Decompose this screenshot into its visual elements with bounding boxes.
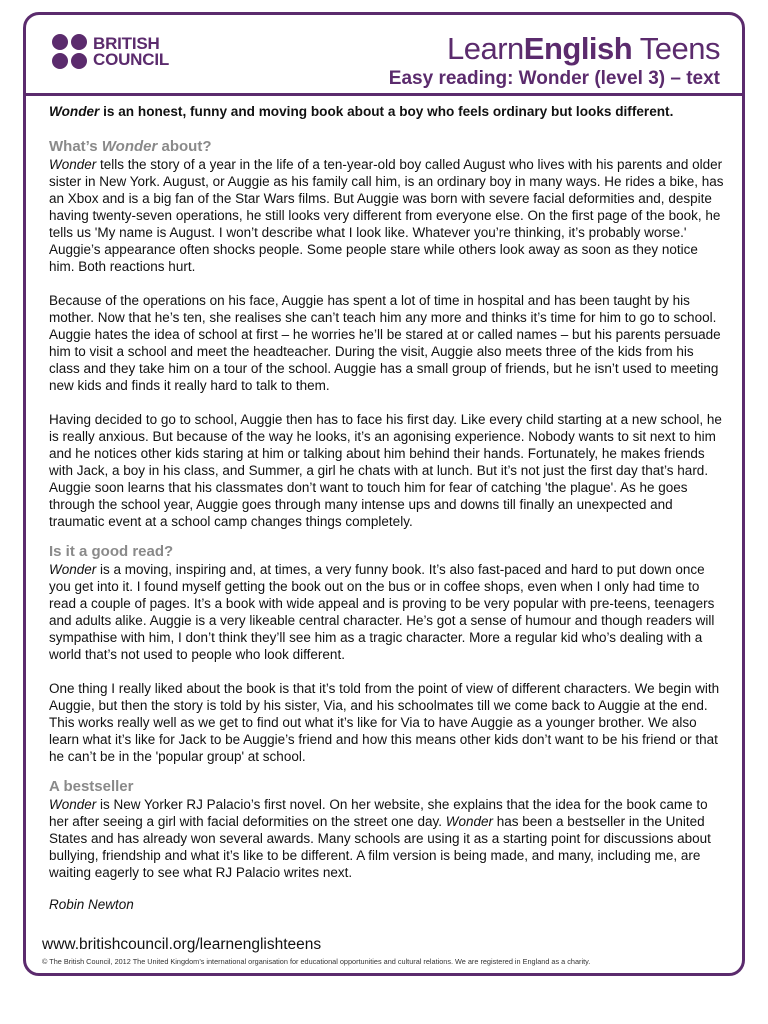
intro-sentence: Wonder is an honest, funny and moving book about a boy who feels ordinary but looks different. [49, 104, 674, 119]
page-subtitle: Easy reading: Wonder (level 3) – text [388, 68, 720, 89]
paragraph: One thing I really liked about the book is that it’s told from the point of view of different characters. We begin with Auggie, but then the story is told by his sister, Via, and his schoolmates till we come back to Auggie at the end. This works really well as we get to find out what it’s like for Via to have Auggie as a younger brother. We also learn what it’s like for Jack to be Auggie’s friend and how this means other kids don’t want to be his friend or that he can’t be in the 'popular group' at school. [49, 681, 720, 764]
header-divider [23, 93, 745, 96]
footer-url-link[interactable]: www.britishcouncil.org/learnenglishteens [42, 936, 322, 953]
author-name: Robin Newton [49, 897, 134, 912]
paragraph: Because of the operations on his face, Auggie has spent a lot of time in hospital and has been taught by his mother. Now that he’s ten, she realises she can’t teach him any more and thinks it’s time for him to go to school. Auggie hates the idea of school at first – he worries he’ll be stared at or called names – but his parents persuade him to visit a school and meet the headteacher. During the visit, Auggie also meets three of the kids from his class and they take him on a tour of the school. Auggie has a small group of friends, but he isn’t used to meeting new kids and finds it really hard to talk to them. [49, 293, 721, 393]
learnenglish-teens-brand: LearnEnglish Teens [446, 31, 720, 66]
paragraph: Wonder is New Yorker RJ Palacio’s first novel. On her website, she explains that the idea for the book came to her after seeing a girl with facial deformities on the street one day. Wonder has been a bestseller in the United States and has already won several awards. Many schools are using it as a starting point for discussions about bullying, friendship and what it’s like to be different. A film version is being made, and many, including me, are waiting eagerly to see what RJ Palacio writes next. [49, 797, 711, 880]
article-body [49, 104, 725, 912]
copyright-notice: © The British Council, 2012 The United Kingdom’s international organisation for educational opportunities and cultural relations. We are registered in England as a charity. [42, 957, 591, 966]
section-heading: Is it a good read? [49, 543, 174, 560]
logo-dots-icon [52, 34, 87, 69]
section-heading: What’s Wonder about? [49, 138, 212, 155]
section-heading: A bestseller [49, 778, 134, 795]
paragraph: Having decided to go to school, Auggie then has to face his first day. Like every child starting at a new school, he is really anxious. But because of the way he looks, it’s an agonising experience. Nobody wants to sit next to him and he notices other kids staring at him or talking about him behind their hands. Fortunately, he makes friends with Jack, a boy in his class, and Summer, a girl he chats with at lunch. But it’s not just the first day that’s hard. Auggie soon learns that his classmates don’t want to touch him for fear of catching 'the plague'. As he goes through the school year, Auggie goes through many intense ups and downs till finally an unexpected and traumatic event at a school camp changes things completely. [49, 412, 722, 529]
british-council-logo [52, 34, 169, 69]
paragraph: Wonder is a moving, inspiring and, at times, a very funny book. It’s also fast-paced and hard to put down once you get into it. I found myself getting the book out on the bus or in coffee shops, even when I only had time to read a couple of pages. It’s a book with wide appeal and is proving to be very popular with pre-teens, teenagers and adults alike. Auggie is a very likeable central character. He’s got a sense of humour and though readers will sympathise with him, I don’t think they’ll see him as a tragic character. More a regular kid who’s dealing with a world that’s not used to people who look different. [49, 562, 715, 662]
logo-text: BRITISH COUNCIL [93, 33, 170, 69]
paragraph: Wonder tells the story of a year in the life of a ten-year-old boy called August who lives with his parents and older sister in New York. August, or Auggie as his family call him, is an ordinary boy in many ways. He rides a bike, has an Xbox and is a big fan of the Star Wars films. But Auggie was born with severe facial deformities and, despite having twenty-seven operations, he still looks very different from everyone else. On the first page of the book, he tells us 'My name is August. I won’t describe what I look like. Whatever you’re thinking, it’s probably worse.' Auggie’s appearance often shocks people. Some people stare while others look away as soon as they notice him. Both reactions hurt. [49, 157, 724, 274]
